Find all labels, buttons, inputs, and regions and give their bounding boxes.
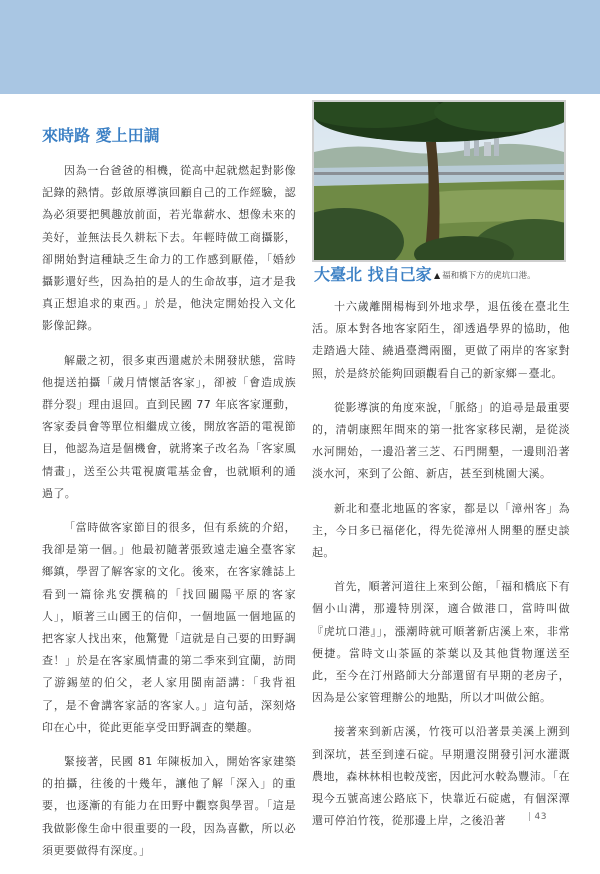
paragraph: 因為一台爸爸的相機，從高中起就燃起對影像記錄的熱情。彭啟原導演回顧自己的工作經驗，認為必須要把興趣放前面，若光靠薪水、想像未來的美好，並無法長久耕耘下去。年輕時做工商攝影，卻開始對這種缺乏生命力的工作感到厭倦，「婚紗攝影還好些，因為拍的是人的生命故事，這才是我真正想追求的東西。」於是，他決定開始投入文化影像記錄。: [42, 164, 296, 333]
paragraph: 十六歲離開楊梅到外地求學，退伍後在臺北生活。原本對各地客家陌生，卻透過學界的協助，他走踏過大陸、繞過臺灣兩圈，更做了兩岸的客家對照，於是終於能夠回頭觀看自己的新家鄉－臺北。: [312, 300, 570, 380]
paragraph: 新北和臺北地區的客家，都是以「漳州客」為主，今日多已福佬化，得先從漳州人開墾的歷史談起。: [312, 501, 570, 560]
right-text-block: [312, 296, 570, 844]
left-column: [42, 126, 296, 874]
paragraph: 「當時做客家節目的很多，但有系統的介紹，我卻是第一個。」他最初隨著張致遠走遍全臺客家鄉鎮，學習了解客家的文化。後來，在客家雜誌上看到一篇徐兆安撰稿的「找回關陽平原的客家人」，順著三山國王的信仰，一個地區一個地區的把客家人找出來，他驚覺「這就是自己要的田野調查！」於是在客家風情畫的第二季來到宜蘭，訪問了游錫堃的伯父，老人家用閩南語講：「我背祖了，是不會講客家話的客家人。」這句話，深刻烙印在心中，從此更能享受田野調查的樂趣。: [42, 521, 296, 734]
photo-caption: [434, 269, 536, 281]
section-heading-left: 來時路 愛上田調: [42, 126, 160, 145]
triangle-icon: ▲: [434, 271, 441, 280]
page-number-text: 43: [534, 812, 547, 822]
paragraph: 緊接著，民國 81 年陳板加入，開始客家建築的拍攝，往後的十幾年，讓他了解「深入」的重要，也逐漸的有能力在田野中觀察與學習。「這是我做影像生命中很重要的一段，因為喜歡，所以必須更要做得有深度。」: [42, 755, 296, 857]
paragraph: 從影導演的角度來說，「脈絡」的追尋是最重要的，清朝康熙年間來的第一批客家移民潮，是從淡水河開始，一邊沿著三芝、石門開墾，一邊則沿著淡水河，來到了公館、新店，甚至到桃園大溪。: [312, 400, 570, 481]
riverside-photo: [312, 100, 566, 262]
divider-bar: |: [528, 812, 532, 822]
section-heading-right: 大臺北 找自己家: [314, 265, 432, 284]
paragraph: 首先，順著河道往上來到公館，「福和橋底下有個小山溝，那邊特別深，適合做港口，當時叫做『虎坑口港』」，漲潮時就可順著新店溪上來，非常便捷。當時文山茶區的茶葉以及其他貨物運送至此，至今在汀州路師大分部還留有早期的老房子，因為是公家管理辦公的地點，所以才叫做公館。: [312, 580, 570, 705]
right-heading-row: [314, 265, 572, 287]
paragraph: 解嚴之初，很多東西還處於未開發狀態，當時他提送拍攝「歲月情懷話客家」，卻被「會造成族群分裂」理由退回。直到民國 77 年底客家運動，客家委員會等單位相繼成立後，開放客語的電視節目，他認為這是個機會，就將案子改名為「客家風情畫」，送至公共電視廣電基金會，也就順利的通過了。: [42, 353, 296, 500]
top-color-band: [0, 0, 600, 94]
photo-illustration: [314, 102, 564, 260]
paragraph: 接著來到新店溪，竹筏可以沿著景美溪上溯到到深坑，甚至到達石碇。早期還沒開發引河水灌溉農地，森林林相也較茂密，因此河水較為豐沛。「在現今五號高速公路底下，快靠近石碇處，有個深潭還可停泊竹筏，從那邊上岸，之後沿著: [312, 725, 570, 828]
caption-text: 福和橋下方的虎坑口港。: [442, 271, 536, 281]
page-number: [528, 812, 547, 822]
